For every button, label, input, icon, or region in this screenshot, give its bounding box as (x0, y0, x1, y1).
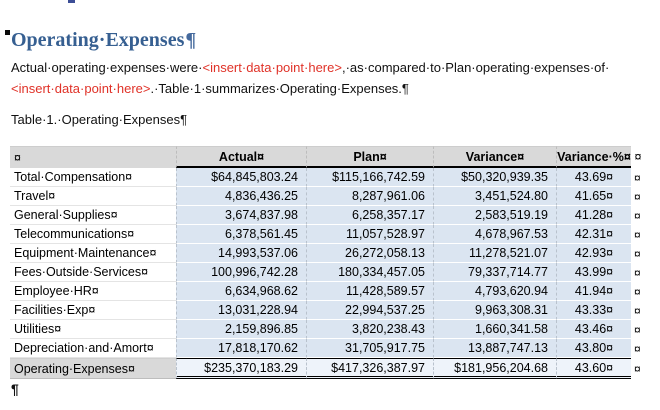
row-label[interactable]: Depreciation·and·Amort¤ (10, 339, 176, 358)
intro-line-1[interactable] (11, 57, 609, 78)
column-header-variance-pct[interactable]: Variance·%¤ (556, 146, 631, 168)
row-label[interactable]: Total·Compensation¤ (10, 168, 176, 187)
cell-variance-pct[interactable]: 41.28¤ (556, 206, 631, 225)
cell-variance[interactable]: 9,963,308.31 (433, 301, 556, 320)
row-end-mark: ¤ (634, 265, 641, 280)
page-title (11, 28, 196, 52)
cell-plan[interactable]: 22,994,537.25 (306, 301, 433, 320)
intro-line-2[interactable] (11, 78, 609, 99)
placeholder-text[interactable]: <insert·data·point·here> (11, 81, 151, 96)
cell-variance-pct[interactable]: 42.93¤ (556, 244, 631, 263)
cell-actual[interactable]: 13,031,228.94 (176, 301, 306, 320)
table-row (10, 168, 645, 187)
table-row (10, 339, 645, 358)
row-label[interactable]: Travel¤ (10, 187, 176, 206)
cell-actual[interactable]: $64,845,803.24 (176, 168, 306, 187)
table-total-row (10, 358, 645, 379)
row-label[interactable]: Telecommunications¤ (10, 225, 176, 244)
table-row (10, 187, 645, 206)
row-label[interactable]: Operating·Expenses¤ (10, 358, 176, 379)
cell-plan[interactable]: 6,258,357.17 (306, 206, 433, 225)
cell-variance-pct[interactable]: 43.80¤ (556, 339, 631, 358)
cell-variance-pct[interactable]: 43.46¤ (556, 320, 631, 339)
row-label[interactable]: General·Supplies¤ (10, 206, 176, 225)
table-header-row (10, 146, 645, 168)
table-row (10, 225, 645, 244)
cell-variance-pct[interactable]: 42.31¤ (556, 225, 631, 244)
pilcrow-mark: ¶ (401, 81, 409, 96)
caption-text[interactable]: Table·1.·Operating·Expenses (11, 112, 181, 127)
intro-text[interactable]: ,·as·compared·to·Plan·operating·expenses·of· (341, 60, 610, 75)
table-caption[interactable] (11, 112, 187, 127)
row-label[interactable]: Fees·Outside·Services¤ (10, 263, 176, 282)
cell-variance[interactable]: 3,451,524.80 (433, 187, 556, 206)
cell-actual[interactable]: 4,836,436.25 (176, 187, 306, 206)
column-header-actual[interactable]: Actual¤ (176, 146, 306, 168)
table-row (10, 206, 645, 225)
row-end-mark: ¤ (634, 361, 641, 376)
cell-variance[interactable]: 79,337,714.77 (433, 263, 556, 282)
cell-plan[interactable]: $115,166,742.59 (306, 168, 433, 187)
operating-expenses-table (10, 146, 645, 379)
cell-actual[interactable]: 6,378,561.45 (176, 225, 306, 244)
cell-actual[interactable]: 17,818,170.62 (176, 339, 306, 358)
cell-plan[interactable]: 31,705,917.75 (306, 339, 433, 358)
column-header-variance[interactable]: Variance¤ (433, 146, 556, 168)
row-end-mark: ¤ (634, 170, 641, 185)
cell-variance-pct[interactable]: 43.99¤ (556, 263, 631, 282)
cell-variance[interactable]: 2,583,519.19 (433, 206, 556, 225)
row-end-mark: ¤ (634, 322, 641, 337)
cell-variance-pct[interactable]: 41.94¤ (556, 282, 631, 301)
cell-variance[interactable]: $50,320,939.35 (433, 168, 556, 187)
row-label[interactable]: Equipment·Maintenance¤ (10, 244, 176, 263)
table-row (10, 320, 645, 339)
row-end-mark: ¤ (634, 246, 641, 261)
table-row (10, 244, 645, 263)
cell-plan[interactable]: 11,428,589.57 (306, 282, 433, 301)
table-row (10, 263, 645, 282)
cell-actual[interactable]: 2,159,896.85 (176, 320, 306, 339)
row-label[interactable]: Utilities¤ (10, 320, 176, 339)
pilcrow-mark: ¶ (185, 29, 197, 51)
column-header-plan[interactable]: Plan¤ (306, 146, 433, 168)
intro-text[interactable]: Actual·operating·expenses·were· (11, 60, 203, 75)
cell-plan[interactable]: 11,057,528.97 (306, 225, 433, 244)
cell-plan[interactable]: $417,326,387.97 (306, 358, 433, 379)
cell-actual[interactable]: 100,996,742.28 (176, 263, 306, 282)
cell-variance-pct[interactable]: 41.65¤ (556, 187, 631, 206)
cell-actual[interactable]: 6,634,968.62 (176, 282, 306, 301)
intro-text[interactable]: .·Table·1·summarizes·Operating·Expenses. (150, 81, 402, 96)
cell-variance-pct[interactable]: 43.33¤ (556, 301, 631, 320)
cell-actual[interactable]: $235,370,183.29 (176, 358, 306, 379)
column-header-blank[interactable]: ¤ (10, 146, 176, 168)
row-end-mark: ¤ (634, 150, 642, 164)
row-end-mark: ¤ (634, 227, 641, 242)
cell-variance[interactable]: 11,278,521.07 (433, 244, 556, 263)
row-end-mark: ¤ (634, 303, 641, 318)
cell-variance[interactable]: 1,660,341.58 (433, 320, 556, 339)
keep-with-next-square-mark (5, 30, 10, 35)
table-row (10, 282, 645, 301)
row-end-mark: ¤ (634, 189, 641, 204)
cell-variance[interactable]: $181,956,204.68 (433, 358, 556, 379)
placeholder-text[interactable]: <insert·data·point·here> (202, 60, 342, 75)
row-end-mark: ¤ (634, 341, 641, 356)
pilcrow-mark: ¶ (180, 112, 188, 127)
intro-paragraph (11, 57, 609, 99)
cell-plan[interactable]: 26,272,058.13 (306, 244, 433, 263)
cursor-artifact (68, 0, 75, 3)
cell-variance-pct[interactable]: 43.69¤ (556, 168, 631, 187)
row-end-mark: ¤ (634, 284, 641, 299)
table-row (10, 301, 645, 320)
cell-plan[interactable]: 8,287,961.06 (306, 187, 433, 206)
cell-variance[interactable]: 4,793,620.94 (433, 282, 556, 301)
cell-actual[interactable]: 14,993,537.06 (176, 244, 306, 263)
cell-plan[interactable]: 3,820,238.43 (306, 320, 433, 339)
cell-variance-pct[interactable]: 43.60¤ (556, 358, 631, 379)
heading-text[interactable]: Operating·Expenses (11, 29, 185, 51)
cell-plan[interactable]: 180,334,457.05 (306, 263, 433, 282)
cell-variance[interactable]: 13,887,747.13 (433, 339, 556, 358)
row-label[interactable]: Facilities·Exp¤ (10, 301, 176, 320)
row-end-mark: ¤ (634, 208, 641, 223)
cell-actual[interactable]: 3,674,837.98 (176, 206, 306, 225)
row-label[interactable]: Employee·HR¤ (10, 282, 176, 301)
cell-variance[interactable]: 4,678,967.53 (433, 225, 556, 244)
pilcrow-mark: ¶ (11, 381, 19, 397)
